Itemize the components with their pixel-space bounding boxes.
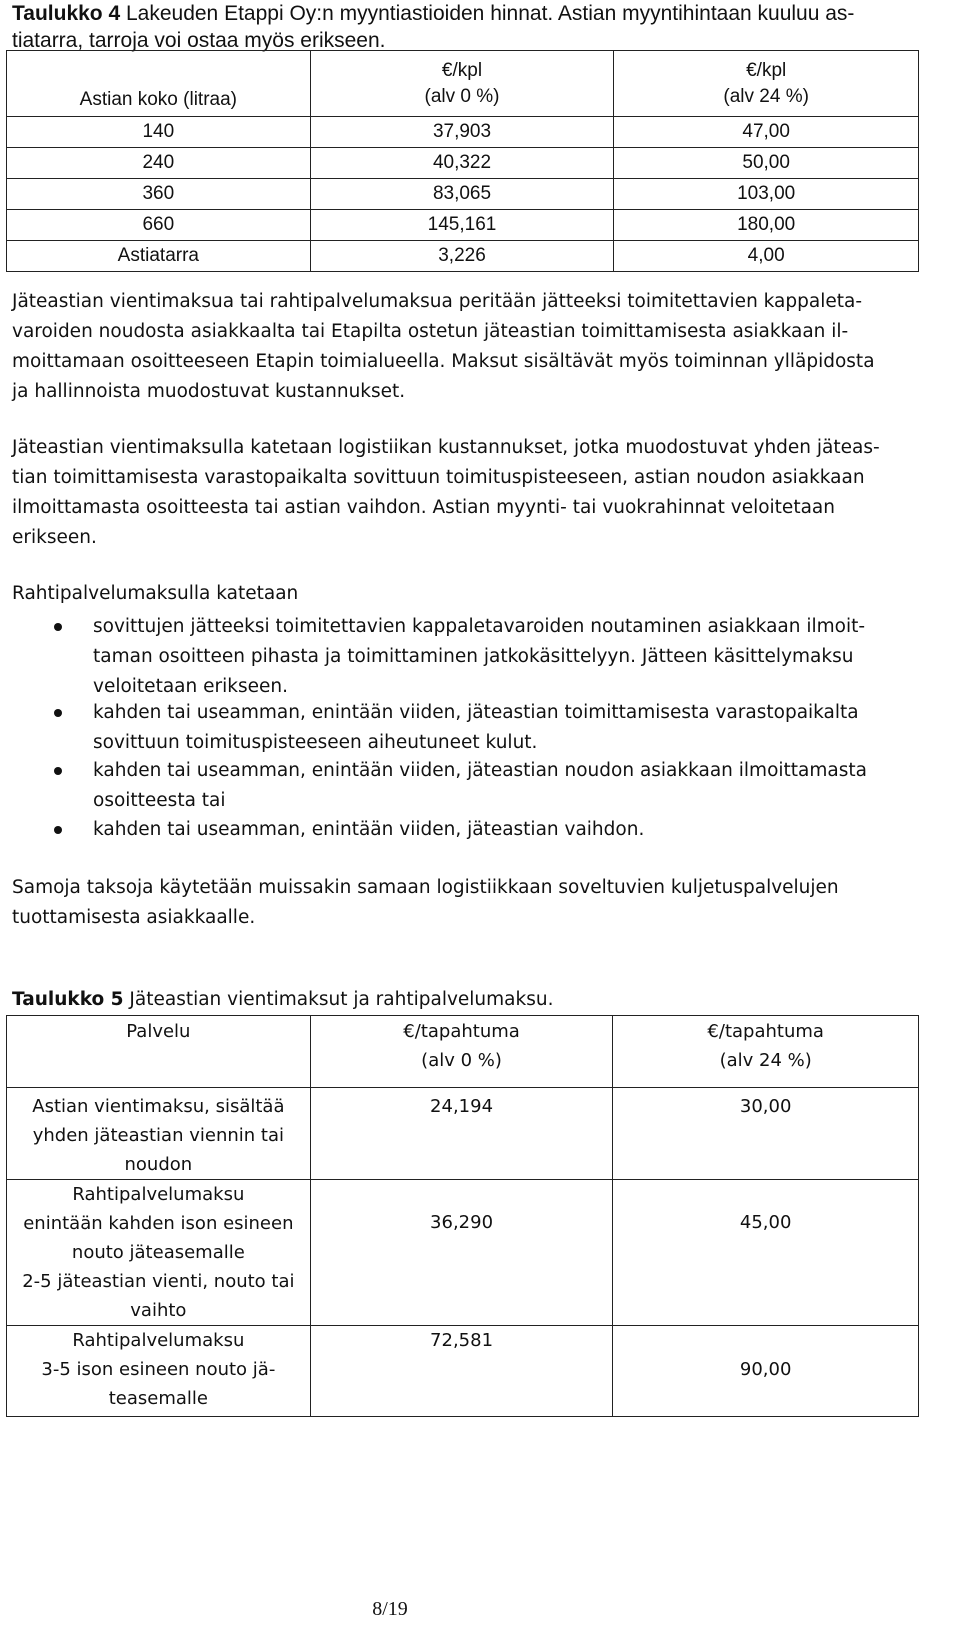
table4-header-alv24: €/kpl (alv 24 %) (614, 51, 919, 117)
table-cell: 83,065 (310, 179, 614, 210)
table-cell: 140 (7, 117, 311, 148)
table-cell-alv24: 45,00 (613, 1180, 919, 1326)
table-cell: 103,00 (614, 179, 919, 210)
table5-caption (12, 985, 952, 1015)
table-row (7, 1326, 919, 1417)
table-row (7, 148, 919, 179)
table4-caption (12, 0, 952, 54)
table-cell: 40,322 (310, 148, 614, 179)
list-item: kahden tai useamman, enintään viiden, jäteastian noudon asiakkaan ilmoittamasta osoitteesta tai (38, 756, 918, 816)
table-cell: 360 (7, 179, 311, 210)
table5-header-row (7, 1016, 919, 1088)
list-item: kahden tai useamman, enintään viiden, jäteastian toimittamisesta varastopaikalta sovittuun toimituspisteeseen aiheutuneet kulut. (38, 698, 918, 758)
table4-prices (6, 50, 919, 272)
bullet-icon (54, 709, 62, 717)
table-cell-alv0: 36,290 (310, 1180, 613, 1326)
table-cell-service: Astian vientimaksu, sisältää yhden jäteastian viennin tai noudon (7, 1088, 311, 1180)
page-number: 8/19 (372, 1598, 408, 1620)
paragraph-fees-intro: Jäteastian vientimaksua tai rahtipalvelumaksua peritään jätteeksi toimitettavien kappaleta- varoiden noudosta asiakkaalta tai Etapilta ostetun jäteastian toimittamisesta asiakkaan il- moittamaan osoitteeseen Etapin toimialueella. Maksut sisältävät myös toiminnan ylläpidosta ja hallinnoista muodostuvat kustannukset. (12, 291, 875, 402)
table4-header-size: Astian koko (litraa) (7, 51, 311, 117)
table4-header-alv0: €/kpl (alv 0 %) (310, 51, 614, 117)
table-cell: 145,161 (310, 210, 614, 241)
bullet-icon (54, 767, 62, 775)
table4-caption-text-2: tiatarra, tarroja voi ostaa myös erikseen. (12, 29, 386, 52)
table5-caption-text: Jäteastian vientimaksut ja rahtipalvelumaksu. (123, 989, 554, 1010)
table-cell: 50,00 (614, 148, 919, 179)
table-cell: 240 (7, 148, 311, 179)
table-cell-service: Rahtipalvelumaksu 3-5 ison esineen nouto jä- teasemalle (7, 1326, 311, 1417)
table-cell-service: Rahtipalvelumaksu enintään kahden ison esineen nouto jäteasemalle 2-5 jäteastian vienti, nouto tai vaihto (7, 1180, 311, 1326)
table-cell: 3,226 (310, 241, 614, 272)
table5-header-alv24: €/tapahtuma (alv 24 %) (613, 1016, 919, 1088)
table-cell-alv0: 24,194 (310, 1088, 613, 1180)
paragraph-delivery-fee: Jäteastian vientimaksulla katetaan logistiikan kustannukset, jotka muodostuvat yhden jäteas- tian toimittamisesta varastopaikalta sovittuun toimituspisteeseen, astian noudon asiakkaan ilmoittamasta osoitteesta tai astian vaihdon. Astian myynti- tai vuokrahinnat veloitetaan erikseen. (12, 437, 880, 548)
table-row (7, 210, 919, 241)
bullet-icon (54, 826, 62, 834)
table5-caption-label: Taulukko 5 (12, 989, 124, 1010)
bullet-icon (54, 623, 62, 631)
table-cell: 47,00 (614, 117, 919, 148)
table4-header-row (7, 51, 919, 117)
table4-caption-label: Taulukko 4 (12, 2, 121, 25)
table-cell: 37,903 (310, 117, 614, 148)
paragraph-same-rates: Samoja taksoja käytetään muissakin samaan logistiikkaan soveltuvien kuljetuspalvelujen tuottamisesta asiakkaalle. (12, 877, 839, 928)
table-row (7, 179, 919, 210)
list-item: sovittujen jätteeksi toimitettavien kappaletavaroiden noutaminen asiakkaan ilmoit- taman osoitteen pihasta ja toimittaminen jatkokäsittelyyn. Jätteen käsittelymaksu veloitetaan erikseen. (38, 612, 918, 702)
table4-caption-text-1: Lakeuden Etappi Oy:n myyntiastioiden hinnat. Astian myyntihintaan kuuluu as- (120, 2, 855, 25)
table-cell-alv24: 90,00 (613, 1326, 919, 1417)
table-cell: 660 (7, 210, 311, 241)
table-cell-alv24: 30,00 (613, 1088, 919, 1180)
table5-fees (6, 1015, 919, 1417)
table5-header-alv0: €/tapahtuma (alv 0 %) (310, 1016, 613, 1088)
table-row (7, 117, 919, 148)
table-row (7, 241, 919, 272)
table-row (7, 1180, 919, 1326)
table-cell-alv0: 72,581 (310, 1326, 613, 1417)
table5-header-service: Palvelu (7, 1016, 311, 1088)
paragraph-freight-intro: Rahtipalvelumaksulla katetaan (12, 583, 299, 604)
list-item: kahden tai useamman, enintään viiden, jäteastian vaihdon. (38, 815, 918, 845)
table-row (7, 1088, 919, 1180)
table-cell: 4,00 (614, 241, 919, 272)
table-cell: Astiatarra (7, 241, 311, 272)
table-cell: 180,00 (614, 210, 919, 241)
